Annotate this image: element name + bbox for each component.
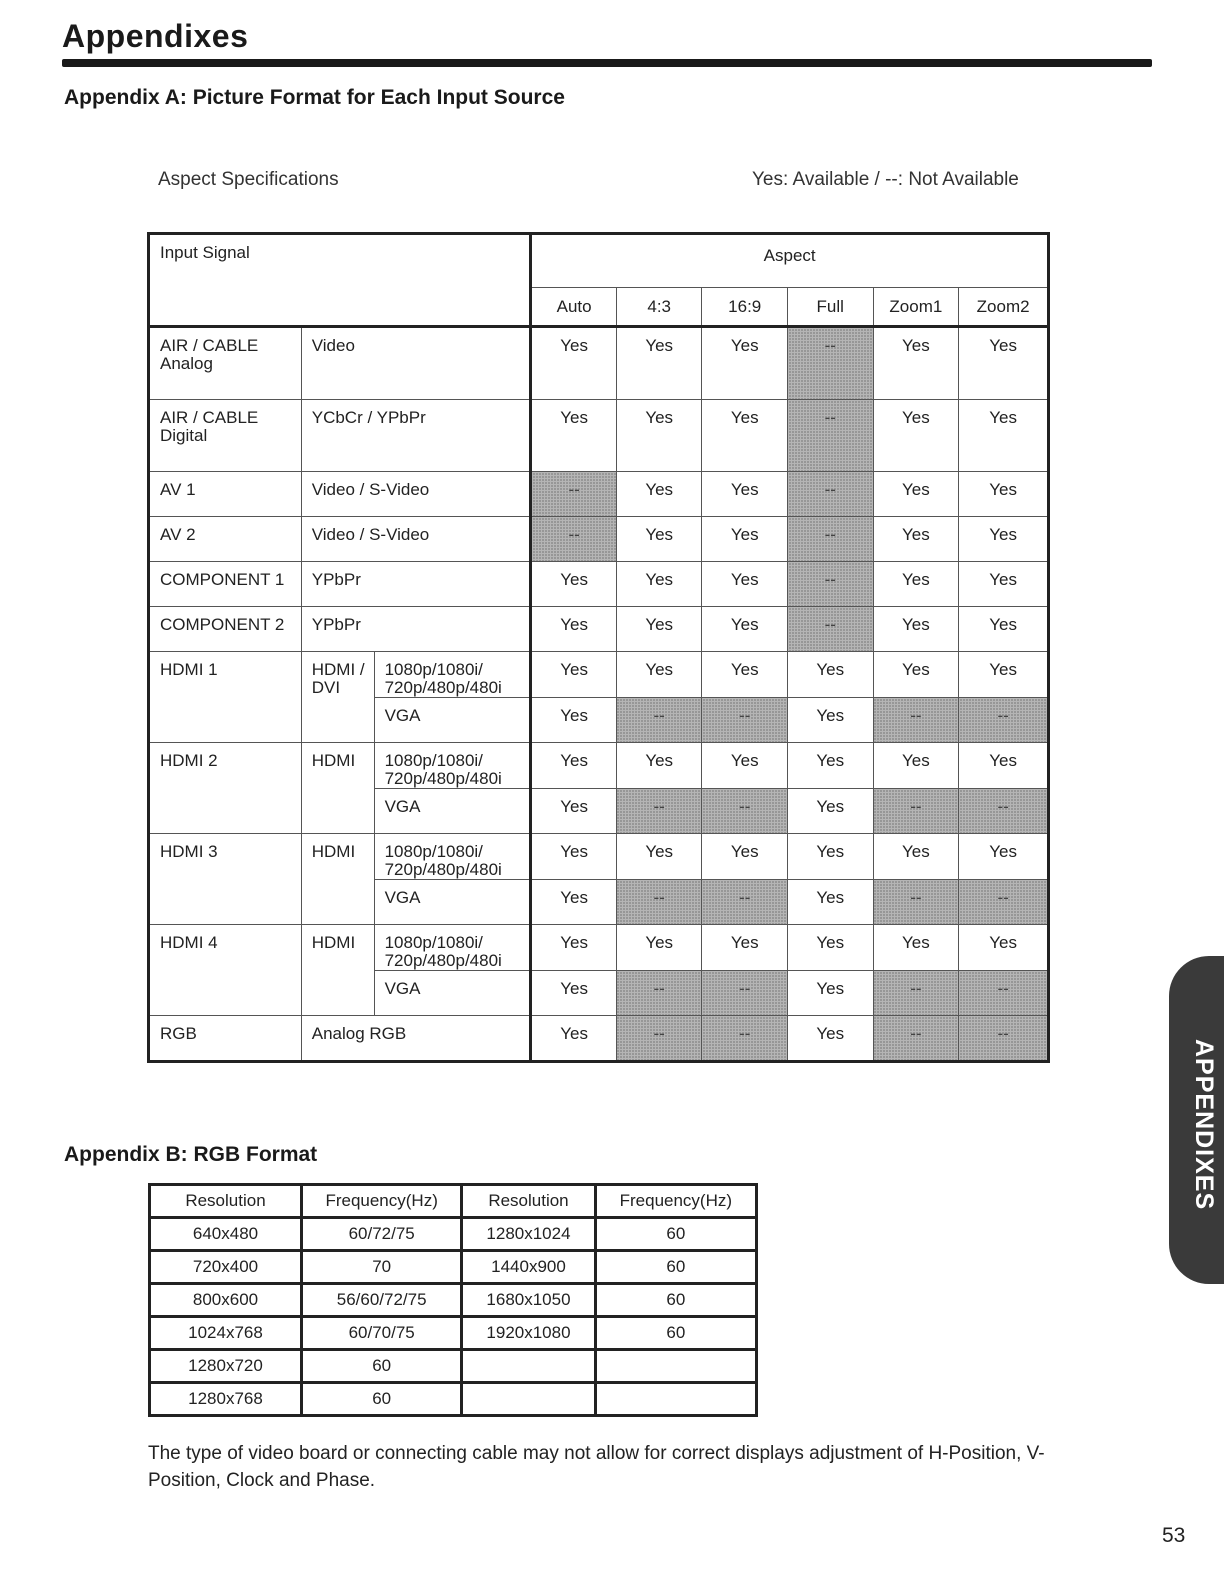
aspect-value: Yes — [702, 607, 788, 652]
aspect-header: Aspect — [531, 234, 1049, 288]
aspect-value: Yes — [788, 652, 874, 698]
aspect-value: Yes — [531, 925, 617, 971]
aspect-value: -- — [616, 1016, 702, 1062]
aspect-row — [149, 834, 1049, 880]
rgb-column-header: Frequency(Hz) — [595, 1185, 756, 1218]
aspect-value: Yes — [873, 834, 959, 880]
aspect-value: Yes — [959, 517, 1049, 562]
input-source: HDMI 1 — [149, 652, 302, 743]
rgb-cell: 60 — [595, 1218, 756, 1251]
input-source: HDMI 2 — [149, 743, 302, 834]
aspect-column-header: Full — [788, 288, 874, 327]
signal-format: VGA — [374, 880, 531, 925]
aspect-value: Yes — [616, 472, 702, 517]
aspect-value: -- — [873, 1016, 959, 1062]
aspect-value: Yes — [531, 400, 617, 472]
aspect-value: -- — [702, 698, 788, 743]
aspect-value: Yes — [959, 925, 1049, 971]
signal-format: VGA — [374, 971, 531, 1016]
aspect-value: -- — [959, 789, 1049, 834]
aspect-value: -- — [959, 971, 1049, 1016]
rgb-row — [150, 1251, 757, 1284]
availability-legend: Yes: Available / --: Not Available — [752, 169, 1019, 190]
aspect-column-header: Zoom2 — [959, 288, 1049, 327]
rgb-cell: 60/72/75 — [301, 1218, 461, 1251]
rgb-cell: 1680x1050 — [462, 1284, 595, 1317]
aspect-specifications-caption: Aspect Specifications — [158, 169, 339, 190]
signal-type: Video / S-Video — [301, 517, 531, 562]
aspect-value: Yes — [873, 327, 959, 400]
signal-type: HDMI — [301, 925, 374, 1016]
aspect-value: Yes — [788, 971, 874, 1016]
rgb-cell: 1440x900 — [462, 1251, 595, 1284]
aspect-value: Yes — [873, 400, 959, 472]
aspect-value: -- — [616, 971, 702, 1016]
rgb-cell: 640x480 — [150, 1218, 302, 1251]
rgb-cell: 1280x720 — [150, 1350, 302, 1383]
rgb-note: The type of video board or connecting cable may not allow for correct displays adjustment of H-Position, V-Position, Clock and Phase. — [148, 1443, 1045, 1491]
aspect-value: Yes — [531, 562, 617, 607]
signal-format: 1080p/1080i/ 720p/480p/480i — [374, 652, 531, 698]
page-number: 53 — [1162, 1524, 1186, 1547]
aspect-value: Yes — [959, 652, 1049, 698]
input-source: COMPONENT 1 — [149, 562, 302, 607]
input-source: AIR / CABLE Analog — [149, 327, 302, 400]
aspect-value: Yes — [959, 327, 1049, 400]
rgb-cell: 60 — [301, 1350, 461, 1383]
aspect-value: Yes — [788, 1016, 874, 1062]
aspect-row — [149, 925, 1049, 971]
aspect-value: Yes — [873, 652, 959, 698]
input-signal-header: Input Signal — [149, 234, 531, 327]
rgb-row — [150, 1383, 757, 1416]
signal-format: VGA — [374, 789, 531, 834]
aspect-row — [149, 517, 1049, 562]
aspect-row — [149, 607, 1049, 652]
input-source: RGB — [149, 1016, 302, 1062]
aspect-value: Yes — [873, 472, 959, 517]
page-title: Appendixes — [62, 18, 249, 54]
rgb-cell: 70 — [301, 1251, 461, 1284]
aspect-value: -- — [531, 517, 617, 562]
aspect-value: Yes — [959, 472, 1049, 517]
aspect-value: Yes — [702, 743, 788, 789]
appendix-b-heading: Appendix B: RGB Format — [64, 1143, 318, 1166]
aspect-value: Yes — [959, 562, 1049, 607]
aspect-value: -- — [873, 880, 959, 925]
rgb-column-header: Resolution — [462, 1185, 595, 1218]
aspect-column-header: 16:9 — [702, 288, 788, 327]
signal-type: HDMI — [301, 834, 374, 925]
rgb-cell — [595, 1350, 756, 1383]
aspect-value: Yes — [702, 400, 788, 472]
aspect-value: Yes — [616, 400, 702, 472]
aspect-value: -- — [788, 327, 874, 400]
aspect-value: Yes — [959, 607, 1049, 652]
aspect-value: Yes — [616, 327, 702, 400]
rgb-row — [150, 1350, 757, 1383]
aspect-value: Yes — [616, 652, 702, 698]
aspect-value: -- — [959, 1016, 1049, 1062]
aspect-value: Yes — [702, 834, 788, 880]
rgb-format-table — [148, 1183, 758, 1417]
aspect-value: Yes — [702, 517, 788, 562]
rgb-row — [150, 1284, 757, 1317]
rgb-cell: 60 — [595, 1284, 756, 1317]
aspect-value: -- — [788, 472, 874, 517]
aspect-row — [149, 1016, 1049, 1062]
aspect-value: -- — [616, 880, 702, 925]
rgb-cell — [595, 1383, 756, 1416]
aspect-value: Yes — [531, 834, 617, 880]
rgb-cell — [462, 1383, 595, 1416]
aspect-value: Yes — [531, 652, 617, 698]
signal-format: 1080p/1080i/ 720p/480p/480i — [374, 743, 531, 789]
aspect-column-header: Zoom1 — [873, 288, 959, 327]
input-source: HDMI 3 — [149, 834, 302, 925]
aspect-value: -- — [873, 698, 959, 743]
input-source: AIR / CABLE Digital — [149, 400, 302, 472]
aspect-value: Yes — [616, 607, 702, 652]
aspect-value: Yes — [531, 327, 617, 400]
aspect-value: Yes — [959, 743, 1049, 789]
aspect-column-header: 4:3 — [616, 288, 702, 327]
title-rule — [62, 59, 1152, 67]
rgb-cell: 56/60/72/75 — [301, 1284, 461, 1317]
rgb-cell: 1280x1024 — [462, 1218, 595, 1251]
aspect-table — [147, 232, 1050, 1063]
aspect-value: Yes — [531, 789, 617, 834]
signal-type: Video / S-Video — [301, 472, 531, 517]
aspect-row — [149, 562, 1049, 607]
aspect-value: Yes — [616, 517, 702, 562]
aspect-value: -- — [873, 971, 959, 1016]
aspect-value: Yes — [788, 880, 874, 925]
aspect-value: -- — [873, 789, 959, 834]
aspect-value: Yes — [788, 698, 874, 743]
aspect-value: Yes — [959, 400, 1049, 472]
input-source: COMPONENT 2 — [149, 607, 302, 652]
signal-type: HDMI / DVI — [301, 652, 374, 743]
aspect-value: Yes — [873, 562, 959, 607]
aspect-value: Yes — [702, 472, 788, 517]
signal-type: YCbCr / YPbPr — [301, 400, 531, 472]
aspect-value: -- — [702, 880, 788, 925]
aspect-column-header: Auto — [531, 288, 617, 327]
aspect-value: -- — [616, 789, 702, 834]
aspect-value: Yes — [873, 743, 959, 789]
aspect-value: Yes — [702, 562, 788, 607]
aspect-value: Yes — [788, 789, 874, 834]
rgb-cell: 60 — [595, 1317, 756, 1350]
rgb-column-header: Frequency(Hz) — [301, 1185, 461, 1218]
rgb-row — [150, 1317, 757, 1350]
aspect-value: Yes — [702, 327, 788, 400]
aspect-row — [149, 400, 1049, 472]
aspect-value: Yes — [788, 834, 874, 880]
signal-type: YPbPr — [301, 562, 531, 607]
rgb-column-header: Resolution — [150, 1185, 302, 1218]
aspect-value: Yes — [616, 743, 702, 789]
rgb-cell: 60 — [301, 1383, 461, 1416]
aspect-value: -- — [531, 472, 617, 517]
signal-type: HDMI — [301, 743, 374, 834]
aspect-value: Yes — [873, 517, 959, 562]
rgb-cell: 800x600 — [150, 1284, 302, 1317]
aspect-value: Yes — [788, 743, 874, 789]
aspect-value: Yes — [531, 743, 617, 789]
aspect-value: Yes — [702, 652, 788, 698]
input-source: HDMI 4 — [149, 925, 302, 1016]
aspect-value: Yes — [531, 880, 617, 925]
rgb-row — [150, 1218, 757, 1251]
aspect-value: Yes — [616, 834, 702, 880]
aspect-row — [149, 652, 1049, 698]
rgb-cell: 720x400 — [150, 1251, 302, 1284]
side-tab-label: APPENDIXES — [1190, 1039, 1218, 1211]
aspect-value: Yes — [531, 1016, 617, 1062]
signal-format: 1080p/1080i/ 720p/480p/480i — [374, 925, 531, 971]
signal-format: 1080p/1080i/ 720p/480p/480i — [374, 834, 531, 880]
signal-type: Analog RGB — [301, 1016, 531, 1062]
aspect-value: Yes — [531, 971, 617, 1016]
aspect-value: Yes — [702, 925, 788, 971]
signal-type: Video — [301, 327, 531, 400]
rgb-cell: 60 — [595, 1251, 756, 1284]
aspect-value: -- — [788, 400, 874, 472]
aspect-value: Yes — [531, 698, 617, 743]
rgb-cell — [462, 1350, 595, 1383]
aspect-value: Yes — [873, 607, 959, 652]
aspect-value: Yes — [959, 834, 1049, 880]
input-source: AV 1 — [149, 472, 302, 517]
aspect-header-row — [149, 234, 1049, 288]
input-source: AV 2 — [149, 517, 302, 562]
aspect-value: -- — [959, 880, 1049, 925]
aspect-value: -- — [788, 517, 874, 562]
signal-type: YPbPr — [301, 607, 531, 652]
aspect-value: -- — [788, 562, 874, 607]
aspect-value: Yes — [873, 925, 959, 971]
rgb-cell: 1920x1080 — [462, 1317, 595, 1350]
aspect-row — [149, 743, 1049, 789]
aspect-value: -- — [702, 1016, 788, 1062]
aspect-value: Yes — [788, 925, 874, 971]
aspect-value: Yes — [616, 562, 702, 607]
aspect-row — [149, 472, 1049, 517]
aspect-value: -- — [702, 789, 788, 834]
aspect-row — [149, 327, 1049, 400]
rgb-header-row — [150, 1185, 757, 1218]
signal-format: VGA — [374, 698, 531, 743]
aspect-value: -- — [959, 698, 1049, 743]
appendix-a-heading: Appendix A: Picture Format for Each Input Source — [64, 86, 565, 109]
rgb-cell: 1280x768 — [150, 1383, 302, 1416]
rgb-cell: 60/70/75 — [301, 1317, 461, 1350]
aspect-value: -- — [788, 607, 874, 652]
aspect-value: Yes — [616, 925, 702, 971]
rgb-cell: 1024x768 — [150, 1317, 302, 1350]
aspect-value: -- — [702, 971, 788, 1016]
aspect-value: -- — [616, 698, 702, 743]
aspect-value: Yes — [531, 607, 617, 652]
